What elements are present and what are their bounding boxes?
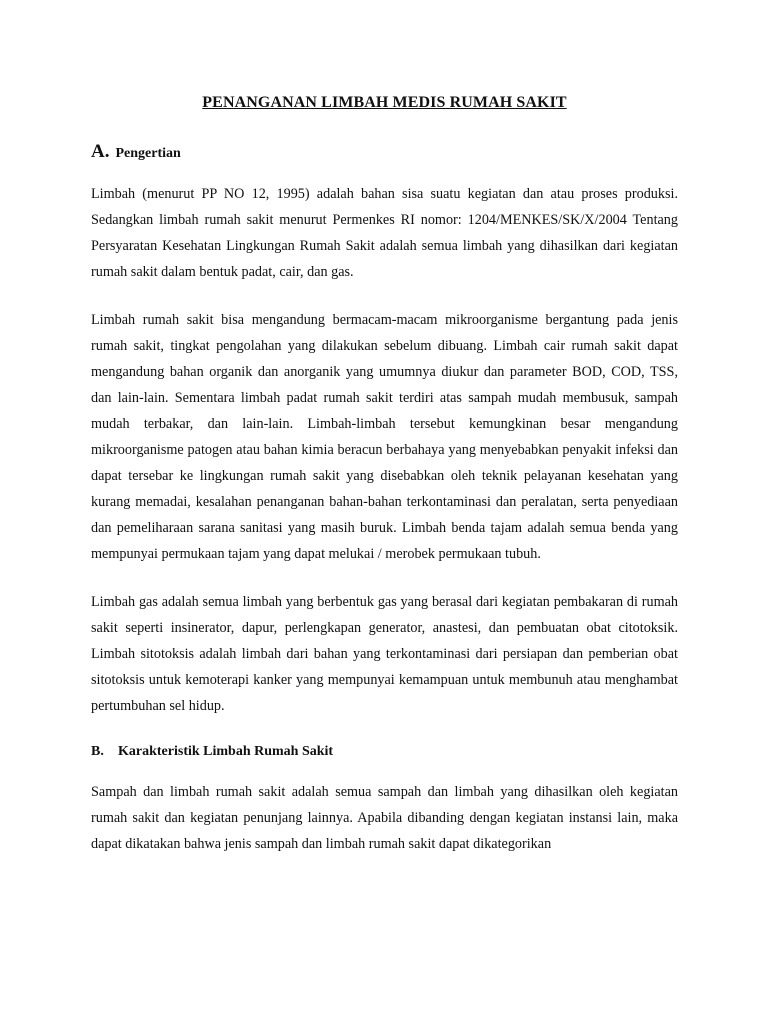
section-b-paragraph-1: Sampah dan limbah rumah sakit adalah semua sampah dan limbah yang dihasilkan oleh kegiatan rumah sakit dan kegiatan penunjang lainnya. Apabila dibanding dengan kegiatan instansi lain, maka dapat dikatakan bahwa jenis sampah dan limbah rumah sakit dapat dikategorikan (91, 784, 678, 852)
section-b-title: Karakteristik Limbah Rumah Sakit (118, 744, 334, 759)
section-a-letter: A. (91, 141, 110, 162)
section-b-letter: B. (91, 744, 104, 759)
document-title: PENANGANAN LIMBAH MEDIS RUMAH SAKIT (202, 94, 567, 111)
section-a-paragraph-2: Limbah rumah sakit bisa mengandung bermacam-macam mikroorganisme bergantung pada jenis rumah sakit, tingkat pengolahan yang dilakukan sebelum dibuang. Limbah cair rumah sakit dapat mengandung bahan organik dan anorganik yang umumnya diukur dan parameter BOD, COD, TSS, dan lain-lain. Sementara limbah padat rumah sakit terdiri atas sampah mudah membusuk, sampah mudah terbakar, dan lain-lain. Limbah-limbah tersebut kemungkinan besar mengandung mikroorganisme patogen atau bahan kimia beracun berbahaya yang menyebabkan penyakit infeksi dan dapat tersebar ke lingkungan rumah sakit yang disebabkan oleh teknik pelayanan kesehatan yang kurang memadai, kesalahan penanganan bahan-bahan terkontaminasi dan peralatan, serta penyediaan dan pemeliharaan sarana sanitasi yang masih buruk. Limbah benda tajam adalah semua benda yang mempunyai permukaan tajam yang dapat melukai / merobek permukaan tubuh. (91, 312, 678, 562)
section-a-heading (91, 141, 678, 165)
section-b-heading (91, 741, 678, 763)
section-a-title: Pengertian (115, 146, 181, 161)
section-a-paragraph-1: Limbah (menurut PP NO 12, 1995) adalah bahan sisa suatu kegiatan dan atau proses produksi. Sedangkan limbah rumah sakit menurut Permenkes RI nomor: 1204/MENKES/SK/X/2004 Tentang Persyaratan Kesehatan Lingkungan Rumah Sakit adalah semua limbah yang dihasilkan dari kegiatan rumah sakit dalam bentuk padat, cair, dan gas. (91, 186, 678, 280)
section-a-paragraph-3: Limbah gas adalah semua limbah yang berbentuk gas yang berasal dari kegiatan pembakaran di rumah sakit seperti insinerator, dapur, perlengkapan generator, anastesi, dan pembuatan obat citotoksik. Limbah sitotoksis adalah limbah dari bahan yang terkontaminasi dari persiapan dan pemberian obat sitotoksis untuk kemoterapi kanker yang mempunyai kemampuan untuk membunuh atau menghambat pertumbuhan sel hidup. (91, 594, 678, 714)
